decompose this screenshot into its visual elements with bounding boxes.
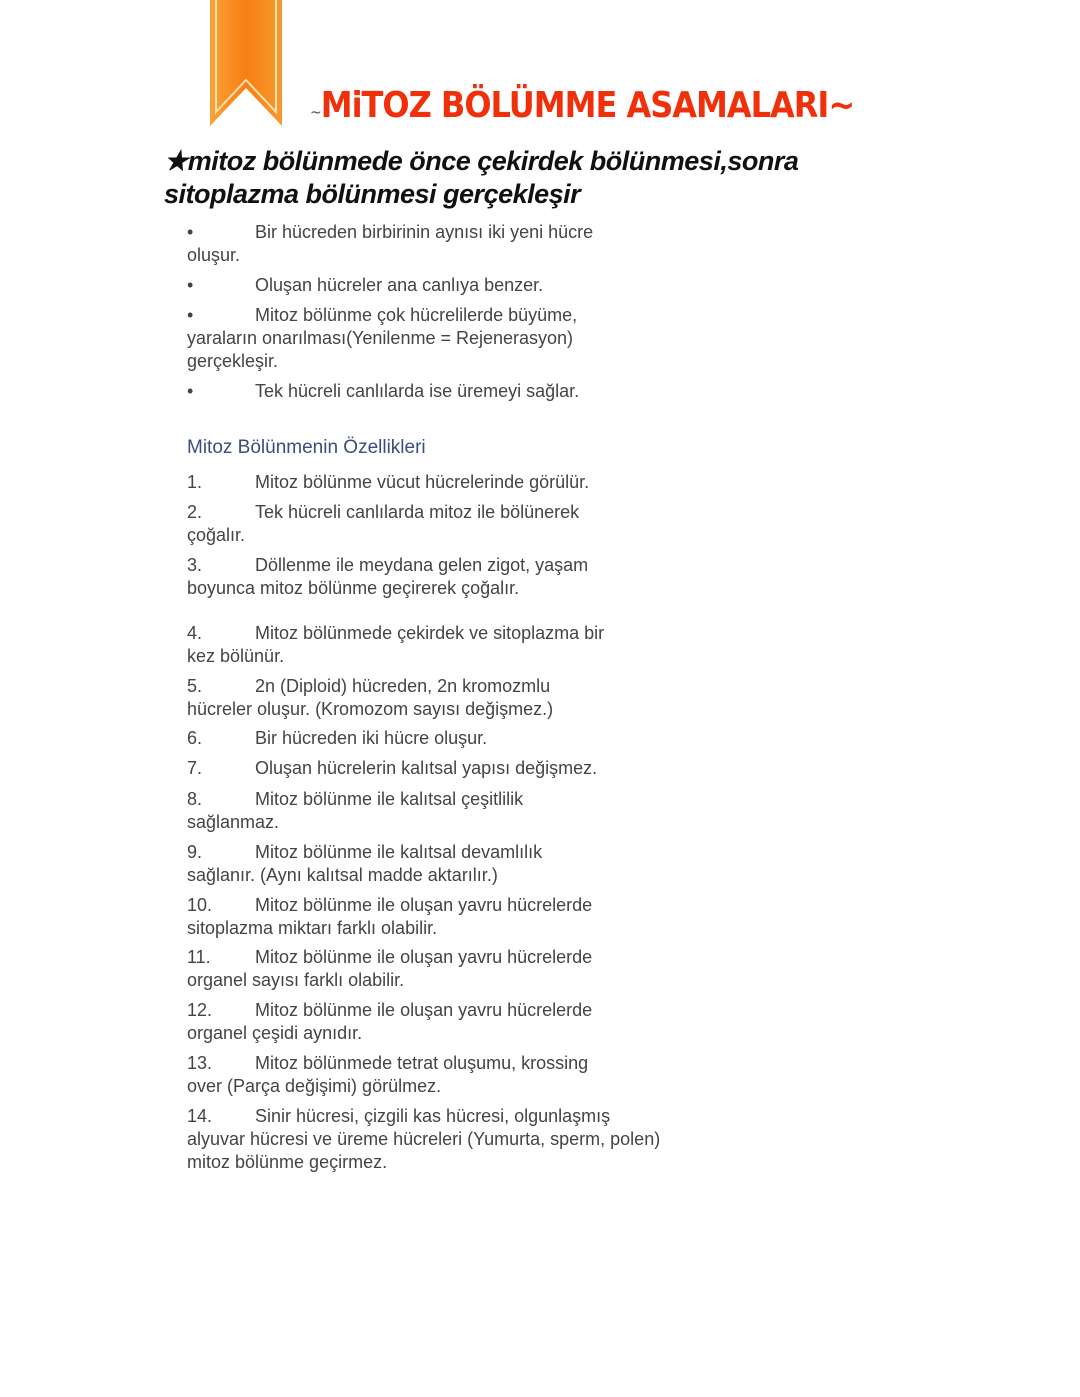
list-item-continuation: sağlanmaz. <box>187 812 280 832</box>
feature-item <box>187 757 667 780</box>
list-item-text: Bir hücreden birbirinin aynısı iki yeni hücre <box>255 222 594 242</box>
bullet-item <box>187 380 667 403</box>
feature-item <box>187 1105 667 1174</box>
list-item-continuation: boyunca mitoz bölünme geçirerek çoğalır. <box>187 578 520 598</box>
intro-line-1: ★mitoz bölünmede önce çekirdek bölünmesi,sonra <box>164 146 799 176</box>
list-item-text: Mitoz bölünme ile kalıtsal devamlılık <box>255 842 543 862</box>
list-item-text: Mitoz bölünme ile oluşan yavru hücrelerde <box>255 895 593 915</box>
list-item-text: Mitoz bölünmede çekirdek ve sitoplazma bir <box>255 623 605 643</box>
list-marker: • <box>187 222 194 242</box>
list-marker: 2. <box>187 502 203 522</box>
list-item-continuation: sağlanır. (Aynı kalıtsal madde aktarılır.) <box>187 865 498 885</box>
list-marker: 12. <box>187 1000 213 1020</box>
list-item-text: Mitoz bölünme vücut hücrelerinde görülür. <box>255 472 590 492</box>
feature-item <box>187 727 667 750</box>
feature-item <box>187 946 667 992</box>
list-item-text: 2n (Diploid) hücreden, 2n kromozmlu <box>255 676 551 696</box>
list-marker: 7. <box>187 758 203 778</box>
list-item-text: Tek hücreli canlılarda mitoz ile bölünerek <box>255 502 580 522</box>
feature-item <box>187 788 667 834</box>
list-marker: 1. <box>187 472 203 492</box>
list-marker: • <box>187 381 194 401</box>
list-item-text: Mitoz bölünme ile oluşan yavru hücrelerde <box>255 947 593 967</box>
list-marker: 9. <box>187 842 203 862</box>
list-item-text: Oluşan hücreler ana canlıya benzer. <box>255 275 544 295</box>
title-tilde: ~ <box>310 103 321 122</box>
list-item-continuation: hücreler oluşur. (Kromozom sayısı değişmez.) <box>187 699 554 719</box>
list-marker: 6. <box>187 728 203 748</box>
bullet-item <box>187 221 667 267</box>
list-item-text: Sinir hücresi, çizgili kas hücresi, olgunlaşmış <box>255 1106 611 1126</box>
feature-item <box>187 675 667 721</box>
list-item-continuation: sitoplazma miktarı farklı olabilir. <box>187 918 438 938</box>
list-item-continuation: yaraların onarılması(Yenilenme = Rejenerasyon) gerçekleşir. <box>187 328 574 371</box>
bullet-item <box>187 274 667 297</box>
list-item-text: Oluşan hücrelerin kalıtsal yapısı değişmez. <box>255 758 598 778</box>
title-text: MiTOZ BÖLÜMME ASAMALARI~ <box>320 84 855 126</box>
feature-item <box>187 894 667 940</box>
intro-text <box>164 145 798 211</box>
list-marker: • <box>187 275 194 295</box>
list-item-text: Döllenme ile meydana gelen zigot, yaşam <box>255 555 589 575</box>
list-item-continuation: çoğalır. <box>187 525 246 545</box>
list-marker: 10. <box>187 895 213 915</box>
list-item-text: Bir hücreden iki hücre oluşur. <box>255 728 488 748</box>
intro-line-2: sitoplazma bölünmesi gerçekleşir <box>164 179 581 209</box>
list-item-text: Mitoz bölünme çok hücrelilerde büyüme, <box>255 305 578 325</box>
list-item-continuation: oluşur. <box>187 245 241 265</box>
list-marker: 4. <box>187 623 203 643</box>
list-marker: 8. <box>187 789 203 809</box>
list-marker: • <box>187 305 194 325</box>
list-item-continuation: over (Parça değişimi) görülmez. <box>187 1076 442 1096</box>
bookmark-ribbon-icon <box>210 0 282 126</box>
list-marker: 5. <box>187 676 203 696</box>
list-item-text: Tek hücreli canlılarda ise üremeyi sağlar. <box>255 381 580 401</box>
feature-item <box>187 1052 667 1098</box>
list-marker: 13. <box>187 1053 213 1073</box>
feature-item <box>187 622 667 668</box>
list-item-continuation: alyuvar hücresi ve üreme hücreleri (Yumurta, sperm, polen) mitoz bölünme geçirmez. <box>187 1129 661 1172</box>
feature-item <box>187 999 667 1045</box>
list-item-text: Mitoz bölünmede tetrat oluşumu, krossing <box>255 1053 589 1073</box>
list-marker: 14. <box>187 1106 213 1126</box>
feature-item <box>187 554 667 600</box>
list-item-continuation: organel sayısı farklı olabilir. <box>187 970 405 990</box>
feature-item <box>187 841 667 887</box>
feature-item <box>187 501 667 547</box>
page-title <box>310 84 854 126</box>
section-heading: Mitoz Bölünmenin Özellikleri <box>187 437 426 458</box>
list-item-continuation: kez bölünür. <box>187 646 285 666</box>
list-item-text: Mitoz bölünme ile kalıtsal çeşitlilik <box>255 789 524 809</box>
list-marker: 3. <box>187 555 203 575</box>
list-marker: 11. <box>187 947 211 967</box>
feature-item <box>187 471 667 494</box>
bullet-item <box>187 304 667 373</box>
list-item-text: Mitoz bölünme ile oluşan yavru hücrelerde <box>255 1000 593 1020</box>
list-item-continuation: organel çeşidi aynıdır. <box>187 1023 363 1043</box>
